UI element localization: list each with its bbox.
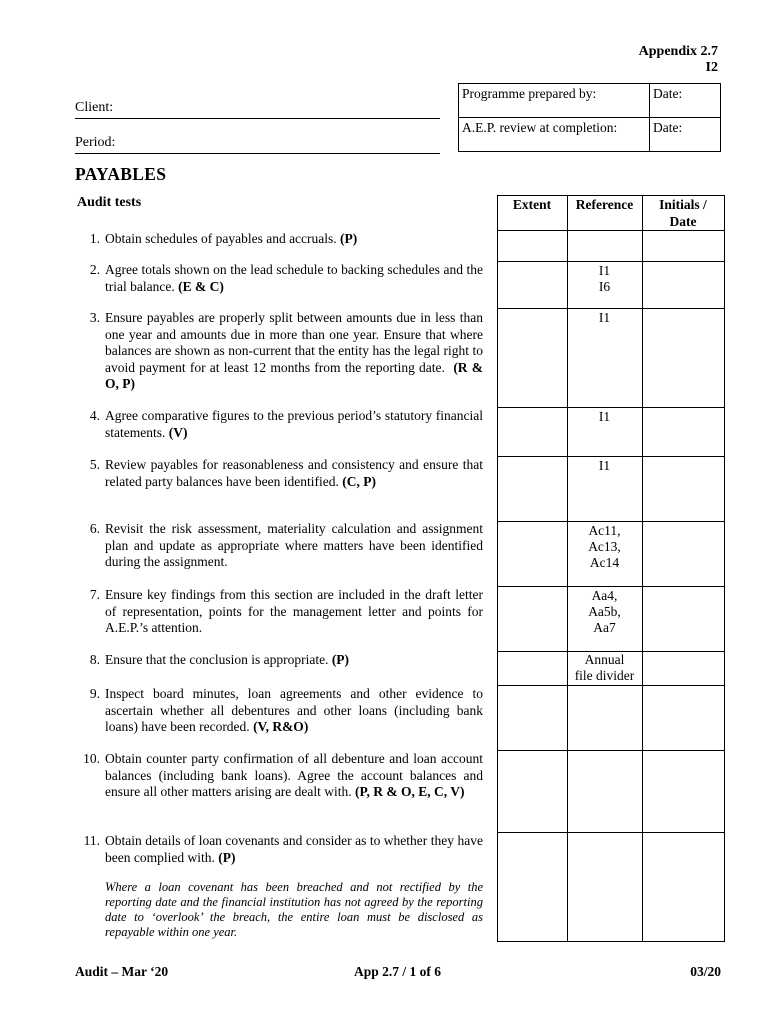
- appendix-label: Appendix 2.7: [638, 44, 718, 59]
- item-text: Obtain schedules of payables and accruals.: [105, 231, 337, 246]
- reference-cell: [567, 263, 642, 295]
- appendix-reference: [639, 44, 718, 76]
- item-assertion: (P): [218, 849, 236, 865]
- item-number: 2.: [89, 262, 100, 277]
- item-text: Ensure key findings from this section are included in the draft letter of representation, points for the management letter and points for A.E.P.’s attention.: [105, 587, 483, 635]
- item-assertion: (P): [340, 231, 358, 246]
- item-assertion: (P, R & O, E, C, V): [355, 784, 465, 799]
- item-assertion: (E & C): [178, 278, 224, 294]
- item-assertion: (C, P): [342, 473, 377, 489]
- item-number: 8.: [89, 652, 100, 667]
- item-number: 5.: [89, 457, 100, 472]
- audit-test-item: [80, 262, 483, 295]
- footer-course: Audit – Mar ‘20: [75, 964, 169, 979]
- reference-value: Ac14: [589, 555, 620, 570]
- item-assertion: (V, R&O): [253, 719, 309, 734]
- initials-header-line1: Initials /: [659, 197, 707, 212]
- programme-prepared-by: Programme prepared by:: [459, 84, 650, 118]
- client-field: [75, 100, 440, 119]
- reference-cell: [567, 458, 642, 474]
- audit-test-item: [80, 457, 483, 490]
- item-text: Review payables for reasonableness and consistency and ensure that related party balances have been identified.: [105, 457, 483, 489]
- reference-cell: [567, 652, 642, 684]
- reference-value: file divider: [574, 668, 635, 683]
- footer-version: 03/20: [690, 964, 721, 979]
- section-code: I2: [705, 60, 718, 75]
- preparation-table: [458, 83, 721, 152]
- item-number: 10.: [83, 751, 100, 766]
- item-text: Revisit the risk assessment, materiality calculation and assignment plan and update as appropriate where matters have been identified during the assignment.: [105, 521, 483, 569]
- audit-test-item: [80, 310, 483, 393]
- audit-test-item: [80, 652, 483, 669]
- audit-test-item: [80, 231, 483, 248]
- page-title: PAYABLES: [75, 164, 167, 184]
- initials-header-line2: Date: [669, 214, 697, 229]
- item-number: 9.: [89, 686, 100, 701]
- item-assertion: (P): [331, 652, 350, 667]
- reference-value: I1: [598, 458, 611, 473]
- audit-test-item: [80, 751, 483, 801]
- sign-off-grid: [497, 195, 725, 942]
- item-text: Ensure that the conclusion is appropriate.: [105, 652, 329, 667]
- audit-tests-heading: Audit tests: [77, 195, 142, 210]
- item-assertion: (V): [168, 424, 188, 440]
- reference-value: I1: [598, 409, 611, 424]
- reference-value: Annual: [584, 652, 625, 667]
- footer-page: App 2.7 / 1 of 6: [354, 964, 442, 979]
- reference-cell: [567, 523, 642, 571]
- item-assertion: (R & O, P): [105, 359, 483, 391]
- reference-value: I1: [598, 310, 611, 325]
- reference-value: Ac13,: [588, 539, 621, 554]
- extent-header: Extent: [512, 197, 552, 212]
- item-text: Obtain counter party confirmation of all debenture and loan account balances (including bank loans). Agree the account balances and ensure all other matters arising are dealt with.: [105, 751, 483, 799]
- item-number: 7.: [89, 587, 100, 602]
- reference-cell: [567, 310, 642, 326]
- item-number: 4.: [89, 408, 100, 423]
- loan-covenant-note: Where a loan covenant has been breached and not rectified by the reporting date and the financial institution has not agreed by the reporting date to ‘overlook’ the breach, the entire loan must be disclosed as repayable within one year.: [105, 880, 483, 939]
- reference-value: Ac11,: [588, 523, 621, 538]
- reference-header: Reference: [575, 197, 634, 212]
- audit-test-item: [80, 521, 483, 571]
- audit-test-item: [80, 587, 483, 637]
- item-number: 11.: [83, 833, 100, 848]
- reference-value: I1: [598, 263, 611, 278]
- item-number: 6.: [89, 521, 100, 536]
- audit-test-item: [80, 408, 483, 441]
- review-date: Date:: [650, 118, 721, 152]
- aep-review: A.E.P. review at completion:: [459, 118, 650, 152]
- reference-value: I6: [598, 279, 611, 294]
- reference-cell: [567, 409, 642, 425]
- period-field: [75, 135, 440, 154]
- item-text: Ensure payables are properly split between amounts due in less than one year and amounts due in more than one year. Ensure that where balances are shown as non-current that the entity has the legal right to avoid payment for at least 12 months from the reporting date.: [105, 310, 483, 375]
- reference-value: Aa5b,: [588, 604, 621, 619]
- reference-value: Aa7: [593, 620, 616, 635]
- period-label: Period:: [75, 135, 116, 150]
- reference-cell: [567, 588, 642, 636]
- item-text: Obtain details of loan covenants and consider as to whether they have been complied with.: [105, 833, 483, 865]
- initials-date-header: [642, 195, 724, 230]
- item-text: Agree comparative figures to the previous period’s statutory financial statements.: [105, 408, 483, 440]
- item-text: Inspect board minutes, loan agreements and other evidence to ascertain whether all debentures and other loans (including bank loans) have been recorded.: [105, 686, 483, 734]
- audit-test-item: [80, 686, 483, 736]
- audit-test-item: [80, 833, 483, 866]
- reference-value: Aa4,: [591, 588, 618, 603]
- client-label: Client:: [75, 100, 114, 115]
- item-text: Agree totals shown on the lead schedule to backing schedules and the trial balance.: [105, 262, 483, 294]
- item-number: 1.: [89, 231, 100, 246]
- item-number: 3.: [89, 310, 100, 325]
- prepared-date: Date:: [650, 84, 721, 118]
